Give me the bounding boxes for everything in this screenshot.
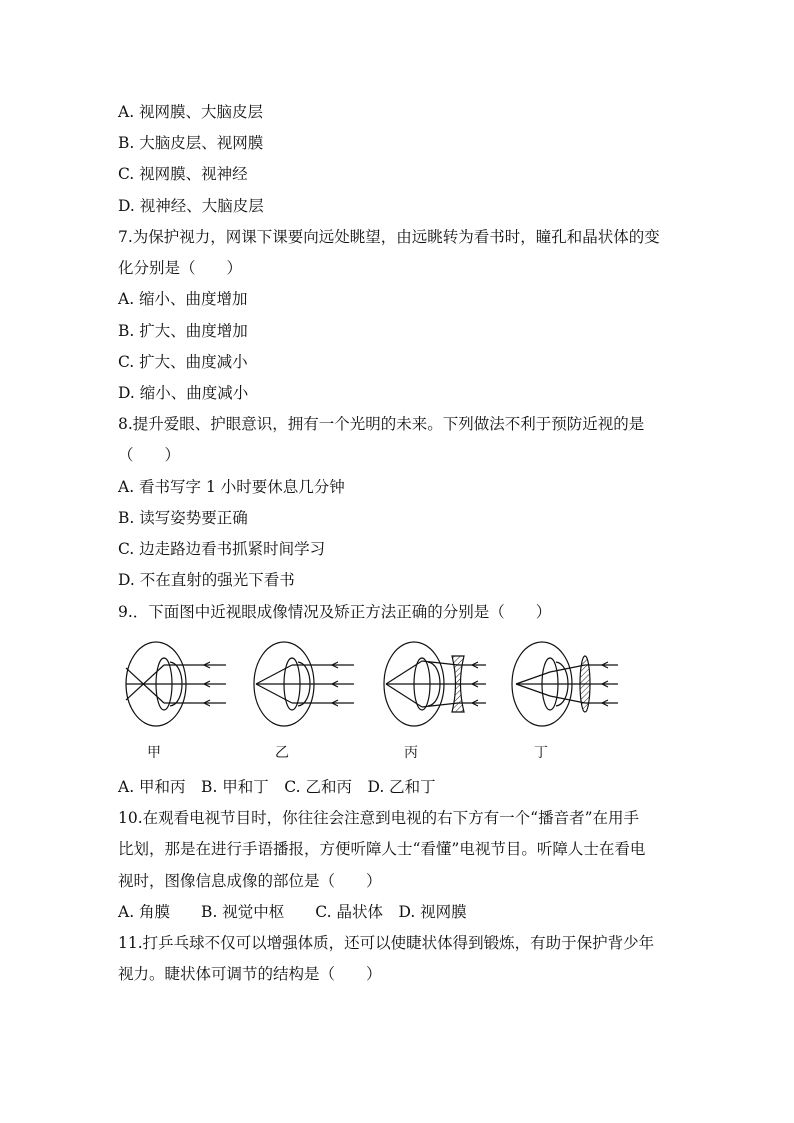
q10-stem-line1: 10.在观看电视节目时，你往往会注意到电视的右下方有一个“播音者”在用手 xyxy=(118,809,640,827)
eye-diagram-jia xyxy=(126,642,226,726)
q8-stem-line2: （ ） xyxy=(118,446,181,464)
q7-stem-line1: 7.为保护视力，网课下课要向远处眺望，由远眺转为看书时，瞳孔和晶状体的变 xyxy=(118,228,660,246)
figure-label-jia: 甲 xyxy=(147,745,161,761)
q7-option-d: D. 缩小、曲度减小 xyxy=(118,384,249,402)
q9-stem: 9.．下面图中近视眼成像情况及矫正方法正确的分别是（ ） xyxy=(118,603,552,621)
q11-stem-line1: 11.打乒乓球不仅可以增强体质，还可以使睫状体得到锻炼，有助于保护背少年 xyxy=(118,934,655,952)
q10-stem-line3: 视时，图像信息成像的部位是（ ） xyxy=(118,872,382,890)
eye-diagram-bing xyxy=(384,642,486,726)
q6-option-c: C. 视网膜、视神经 xyxy=(118,165,248,183)
q11-stem-line2: 视力。睫状体可调节的结构是（ ） xyxy=(118,965,382,983)
eye-diagram-figure xyxy=(118,636,638,766)
q10-stem-line2: 比划，那是在进行手语播报，方便听障人士“看懂”电视节目。听障人士在看电 xyxy=(118,840,646,858)
q8-option-b: B. 读写姿势要正确 xyxy=(118,509,248,527)
eye-diagram-ding xyxy=(512,642,618,726)
q8-option-c: C. 边走路边看书抓紧时间学习 xyxy=(118,540,326,558)
q6-option-b: B. 大脑皮层、视网膜 xyxy=(118,134,264,152)
q10-options: A. 角膜 B. 视觉中枢 C. 晶状体 D. 视网膜 xyxy=(118,903,467,921)
q9-options: A. 甲和丙 B. 甲和丁 C. 乙和丙 D. 乙和丁 xyxy=(118,778,436,796)
q7-option-b: B. 扩大、曲度增加 xyxy=(118,322,248,340)
eye-diagram-yi xyxy=(254,642,354,726)
q6-option-d: D. 视神经、大脑皮层 xyxy=(118,197,264,215)
q7-option-a: A. 缩小、曲度增加 xyxy=(118,290,248,308)
q7-option-c: C. 扩大、曲度减小 xyxy=(118,353,248,371)
figure-label-ding: 丁 xyxy=(534,745,548,761)
q6-option-a: A. 视网膜、大脑皮层 xyxy=(118,103,264,121)
q8-option-a: A. 看书写字 1 小时要休息几分钟 xyxy=(118,478,345,496)
figure-label-yi: 乙 xyxy=(275,745,289,761)
q8-stem-line1: 8.提升爱眼、护眼意识，拥有一个光明的未来。下列做法不利于预防近视的是 xyxy=(118,415,645,433)
q8-option-d: D. 不在直射的强光下看书 xyxy=(118,571,295,589)
figure-label-bing: 丙 xyxy=(404,745,418,761)
q7-stem-line2: 化分别是（ ） xyxy=(118,259,243,277)
